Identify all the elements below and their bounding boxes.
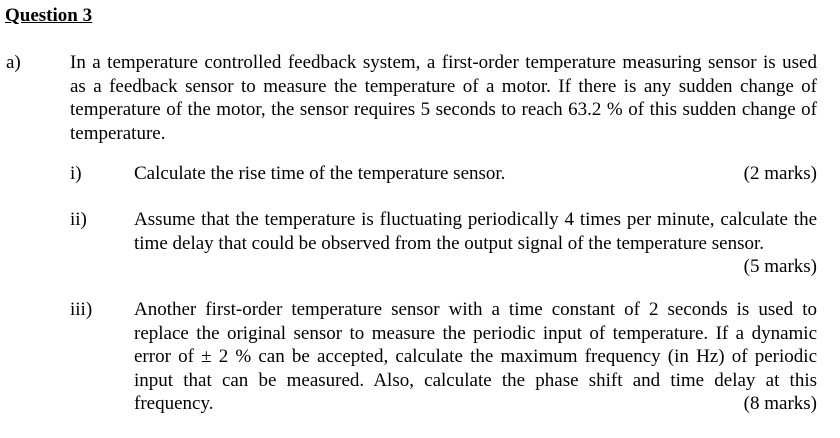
subpart-marks-ii: (5 marks): [743, 256, 817, 277]
subpart-label-i: i): [70, 163, 82, 184]
subpart-i: [134, 162, 817, 186]
subpart-text-i: Calculate the rise time of the temperature sensor.: [134, 163, 506, 184]
subpart-iii: [134, 298, 817, 416]
part-intro: In a temperature controlled feedback system, a first-order temperature measuring sensor is used as a feedback sensor to measure the temperature of a motor. If there is any sudden change of temperature of the motor, the sensor requires 5 seconds to reach 63.2 % of this sudden change of temperature.: [70, 52, 817, 144]
subpart-marks-i: (2 marks): [743, 163, 817, 184]
subpart-marks-iii: (8 marks): [743, 393, 817, 414]
subpart-label-ii: ii): [70, 209, 87, 230]
subpart-ii: [134, 208, 817, 279]
question-heading: Question 3: [5, 5, 93, 26]
part-label: a): [6, 52, 21, 73]
subpart-text-iii: Another first-order temperature sensor with a time constant of 2 seconds is used to replace the original sensor to measure the periodic input of temperature. If a dynamic error of ± 2 % can be accepted, calculate the maximum frequency (in Hz) of periodic input that can be measured. Also, calculate the phase shift and time delay at this frequency.: [134, 299, 817, 414]
subpart-text-ii: Assume that the temperature is fluctuating periodically 4 times per minute, calculate the time delay that could be observed from the output signal of the temperature sensor.: [134, 209, 817, 254]
subpart-label-iii: iii): [70, 299, 93, 320]
